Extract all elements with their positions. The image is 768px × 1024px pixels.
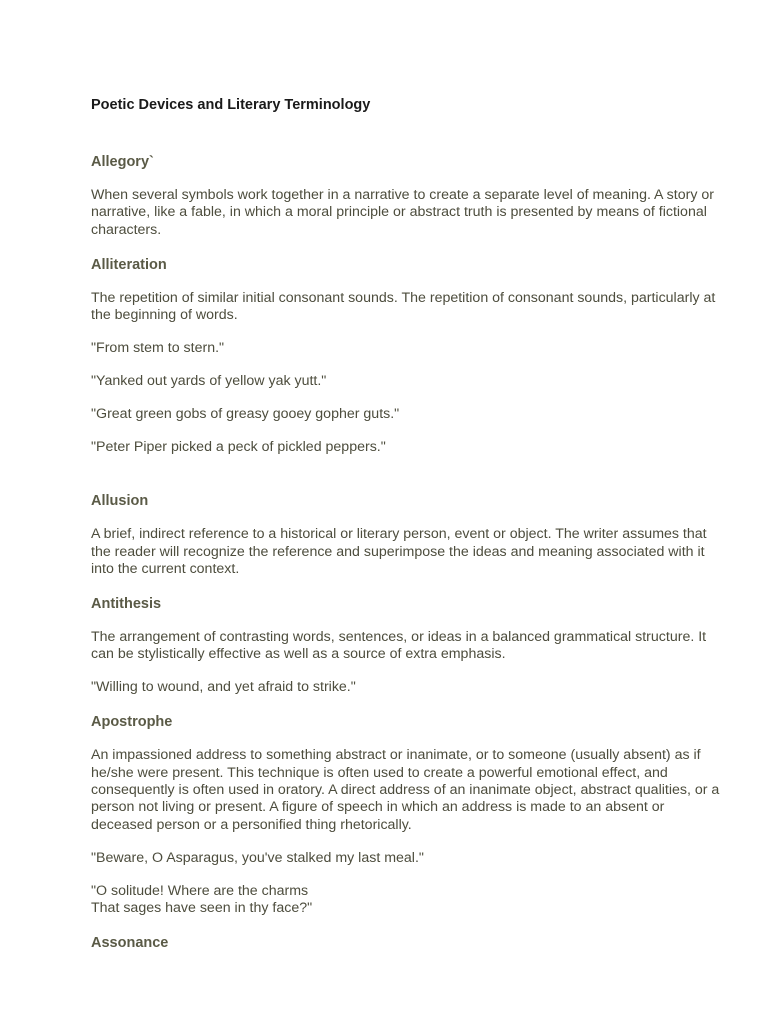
definition-paragraph: The arrangement of contrasting words, sentences, or ideas in a balanced grammatical structure. It can be stylistically effective as well as a source of extra emphasis. [91, 628, 707, 663]
term-heading-allegory: Allegory` [91, 154, 154, 170]
example-quote: "Peter Piper picked a peck of pickled peppers." [91, 438, 386, 455]
document-page [91, 95, 721, 968]
term-heading-antithesis: Antithesis [91, 595, 162, 612]
term-heading-apostrophe: Apostrophe [91, 714, 173, 731]
definition-paragraph: When several symbols work together in a narrative to create a separate level of meaning. A story or narrative, like a fable, in which a moral principle or abstract truth is presented by means of fictional characters. [91, 187, 714, 238]
document-title: Poetic Devices and Literary Terminology [91, 97, 371, 113]
example-quote: "Great green gobs of greasy gooey gopher guts." [91, 405, 400, 422]
definition-paragraph: An impassioned address to something abstract or inanimate, or to someone (usually absent) as if he/she were present. This technique is often used to create a powerful emotional effect, and consequently is often used in oratory. A direct address of an inanimate object, abstract qualities, or a person not living or present. A figure of speech in which an address is made to an absent or deceased person or a personified thing rhetorically. [91, 747, 720, 833]
example-quote: "Beware, O Asparagus, you've stalked my last meal." [91, 849, 424, 866]
definition-paragraph: The repetition of similar initial consonant sounds. The repetition of consonant sounds, particularly at the beginning of words. [91, 289, 716, 324]
example-quote: "O solitude! Where are the charms That sages have seen in thy face?" [91, 882, 313, 916]
definition-paragraph: A brief, indirect reference to a historical or literary person, event or object. The writer assumes that the reader will recognize the reference and superimpose the ideas and meaning associated with it into the current context. [91, 526, 707, 577]
example-quote: "Yanked out yards of yellow yak yutt." [91, 372, 327, 389]
term-heading-alliteration: Alliteration [91, 256, 167, 273]
example-quote: "From stem to stern." [91, 340, 225, 357]
term-heading-assonance: Assonance [91, 934, 169, 951]
example-quote: "Willing to wound, and yet afraid to strike." [91, 679, 356, 696]
term-heading-allusion: Allusion [91, 493, 149, 510]
